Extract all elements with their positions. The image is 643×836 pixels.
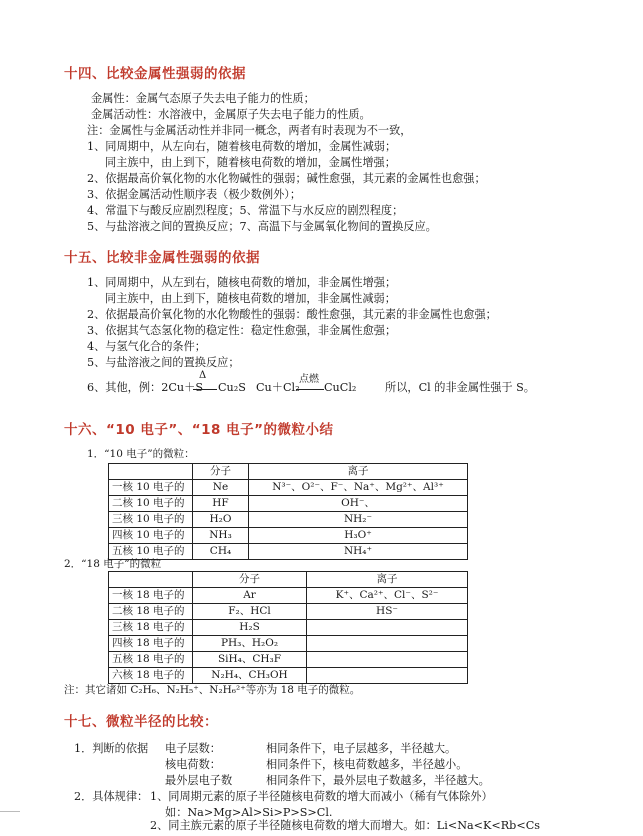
table-row — [109, 588, 468, 604]
s14-line-7: 3、依据金属活动性顺序表（极少数例外）； — [87, 188, 302, 201]
table-cell: K⁺、Ca²⁺、Cl⁻、S²⁻ — [307, 588, 468, 604]
table-header-row — [109, 572, 468, 588]
table-header-cell — [109, 464, 193, 480]
s15-line-6: 5、与盐溶液之间的置换反应； — [87, 356, 240, 369]
s14-line-3: 注：金属性与金属活动性并非同一概念，两者有时表现为不一致， — [87, 124, 412, 137]
s15-line-1: 1、同周期中，从左到右，随核电荷数的增加，非金属性增强； — [87, 276, 397, 289]
table-row — [109, 604, 468, 620]
table-18-electron — [108, 571, 468, 684]
basis-2-term: 核电荷数： — [165, 758, 221, 771]
s15-eq-suffix: 所以，Cl 的非金属性强于 S。 — [385, 381, 535, 394]
table-cell: Ne — [193, 480, 249, 496]
table-header-cell — [109, 572, 193, 588]
table-row — [109, 652, 468, 668]
table-cell: SiH₄、CH₃F — [193, 652, 307, 668]
table-row — [109, 512, 468, 528]
reaction-arrow-2 — [296, 389, 324, 390]
table-row — [109, 544, 468, 560]
s15-line-3: 2、依据最高价氧化物的水化物酸性的强弱：酸性愈强，其元素的非金属性也愈强； — [87, 308, 497, 321]
rule-1-example: 如：Na>Mg>Al>Si>P>S>Cl. — [165, 806, 333, 819]
s14-line-6: 2、依据最高价氧化物的水化物碱性的强弱；碱性愈强，其元素的金属性也愈强； — [87, 172, 486, 185]
s14-line-4: 1、同周期中，从左向右，随着核电荷数的增加，金属性减弱； — [87, 140, 397, 153]
basis-label: 1．判断的依据 — [74, 742, 149, 755]
s15-eq-product-2: CuCl₂ — [324, 381, 357, 394]
rule-label: 2．具体规律： — [74, 790, 149, 803]
s16-note: 注：其它诸如 C₂H₆、N₂H₅⁺、N₂H₆²⁺等亦为 18 电子的微粒。 — [64, 684, 361, 696]
table-cell: HS⁻ — [307, 604, 468, 620]
basis-2-desc: 相同条件下，核电荷数越多，半径越小。 — [266, 758, 468, 771]
s15-eq-product-1: Cu₂S — [218, 381, 246, 394]
s14-line-8: 4、常温下与酸反应剧烈程度；5、常温下与水反应的剧烈程度； — [87, 204, 404, 217]
section-15-title: 十五、比较非金属性强弱的依据 — [64, 250, 260, 266]
s15-eq-middle: Cu＋Cl₂ — [256, 381, 300, 394]
table-row — [109, 620, 468, 636]
table-cell: F₂、HCl — [193, 604, 307, 620]
table-header-cell: 离子 — [307, 572, 468, 588]
table-cell: NH₄⁺ — [249, 544, 468, 560]
table-cell: 四核 18 电子的 — [109, 636, 193, 652]
table-cell: NH₃ — [193, 528, 249, 544]
table-cell: 三核 10 电子的 — [109, 512, 193, 528]
table-row — [109, 496, 468, 512]
section-16-title: 十六、“10 电子”、“18 电子”的微粒小结 — [64, 422, 334, 438]
ignite-condition: 点燃 — [299, 374, 319, 385]
table-cell: 三核 18 电子的 — [109, 620, 193, 636]
table-10-electron — [108, 463, 468, 560]
table-10e-caption: 1．“10 电子”的微粒： — [87, 448, 195, 460]
basis-1-term: 电子层数： — [165, 742, 221, 755]
rule-2: 2、同主族元素的原子半径随核电荷数的增大而增大。如：Li<Na<K<Rb<Cs — [150, 819, 541, 832]
s15-eq-prefix: 6、其他，例：2Cu＋S — [87, 381, 203, 394]
s14-line-5: 同主族中，由上到下，随着核电荷数的增加，金属性增强； — [105, 156, 396, 169]
table-header-row — [109, 464, 468, 480]
page-edge-mark — [0, 811, 20, 826]
table-cell: N₂H₄、CH₃OH — [193, 668, 307, 684]
table-cell: 二核 18 电子的 — [109, 604, 193, 620]
table-cell: 一核 18 电子的 — [109, 588, 193, 604]
table-18e-caption: 2．“18 电子”的微粒 — [64, 558, 162, 570]
section-14-title: 十四、比较金属性强弱的依据 — [64, 66, 246, 82]
table-cell: 一核 10 电子的 — [109, 480, 193, 496]
table-cell: NH₂⁻ — [249, 512, 468, 528]
table-cell: 六核 18 电子的 — [109, 668, 193, 684]
table-header-cell: 分子 — [193, 464, 249, 480]
table-cell: 五核 10 电子的 — [109, 544, 193, 560]
table-cell: CH₄ — [193, 544, 249, 560]
basis-3-desc: 相同条件下，最外层电子数越多，半径越大。 — [266, 774, 490, 787]
section-17-title: 十七、微粒半径的比较： — [64, 714, 218, 730]
table-header-cell: 分子 — [193, 572, 307, 588]
s14-line-2: 金属活动性：水溶液中，金属原子失去电子能力的性质。 — [91, 108, 371, 121]
basis-1-desc: 相同条件下，电子层越多，半径越大。 — [266, 742, 457, 755]
table-row — [109, 528, 468, 544]
table-cell: H₃O⁺ — [249, 528, 468, 544]
rule-1: 1、同周期元素的原子半径随核电荷数的增大而减小（稀有气体除外） — [150, 790, 493, 803]
table-cell: H₂O — [193, 512, 249, 528]
table-cell — [307, 652, 468, 668]
s14-line-9: 5、与盐溶液之间的置换反应；7、高温下与金属氧化物间的置换反应。 — [87, 220, 437, 233]
table-cell: N³⁻、O²⁻、F⁻、Na⁺、Mg²⁺、Al³⁺ — [249, 480, 468, 496]
heat-symbol: Δ — [199, 370, 207, 381]
table-cell: 五核 18 电子的 — [109, 652, 193, 668]
s15-line-5: 4、与氢气化合的条件； — [87, 340, 206, 353]
s15-line-4: 3、依据其气态氢化物的稳定性：稳定性愈强，非金属性愈强； — [87, 324, 397, 337]
table-cell: Ar — [193, 588, 307, 604]
table-cell — [307, 636, 468, 652]
table-cell: 二核 10 电子的 — [109, 496, 193, 512]
table-cell: 四核 10 电子的 — [109, 528, 193, 544]
basis-3-term: 最外层电子数 — [165, 774, 233, 787]
reaction-arrow-1 — [193, 389, 217, 390]
table-cell — [307, 620, 468, 636]
s15-line-2: 同主族中，由上到下，随核电荷数的增加，非金属性减弱； — [105, 292, 396, 305]
table-cell: PH₃、H₂O₂ — [193, 636, 307, 652]
table-row — [109, 480, 468, 496]
s14-line-1: 金属性：金属气态原子失去电子能力的性质； — [91, 92, 315, 105]
table-cell: H₂S — [193, 620, 307, 636]
table-cell: OH⁻、 — [249, 496, 468, 512]
table-row — [109, 636, 468, 652]
table-header-cell: 离子 — [249, 464, 468, 480]
table-cell: HF — [193, 496, 249, 512]
